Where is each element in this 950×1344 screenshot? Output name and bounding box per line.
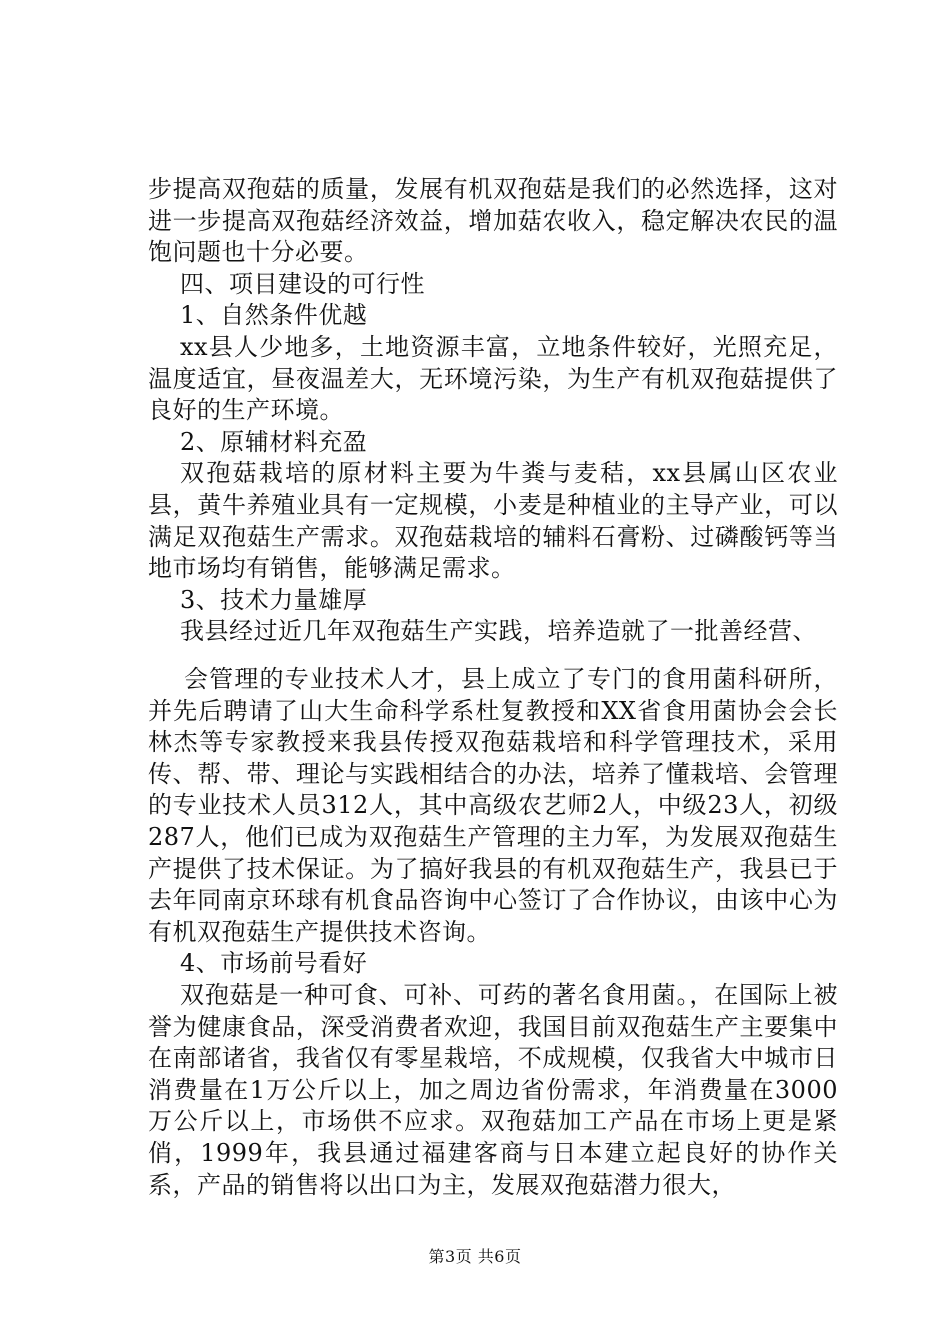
paragraph-technical-strength-cont: 会管理的专业技术人才，县上成立了专门的食用菌科研所，并先后聘请了山大生命科学系杜复教授和XX省食用菌协会会长林杰等专家教授来我县传授双孢菇栽培和科学管理技术，采用传、帮、带、理论与实践相结合的办法，培养了懂栽培、会管理的专业技术人员312人，其中高级农艺师2人，中级23人，初级287人，他们已成为双孢菇生产管理的主力军，为发展双孢菇生产提供了技术保证。为了搞好我县的有机双孢菇生产，我县已于去年同南京环球有机食品咨询中心签订了合作协议，由该中心为有机双孢菇生产提供技术咨询。	[148, 665, 838, 946]
text-block-top	[148, 174, 838, 648]
paragraph-natural-conditions: xx县人少地多，土地资源丰富，立地条件较好，光照充足，温度适宜，昼夜温差大，无环境污染，为生产有机双孢菇提供了良好的生产环境。	[148, 332, 838, 425]
text-block-bottom	[148, 664, 838, 1201]
subheading-raw-materials: 2、原辅材料充盈	[180, 427, 368, 456]
paragraph-market-outlook: 双孢菇是一种可食、可补、可药的著名食用菌。，在国际上被誉为健康食品，深受消费者欢迎，我国目前双孢菇生产主要集中在南部诸省，我省仅有零星栽培，不成规模，仅我省大中城市日消费量在1万公斤以上，加之周边省份需求，年消费量在3000万公斤以上，市场供不应求。双孢菇加工产品在市场上更是紧俏，1999年，我县通过福建客商与日本建立起良好的协作关系，产品的销售将以出口为主，发展双孢菇潜力很大，	[148, 980, 838, 1199]
paragraph-continuation: 步提高双孢菇的质量，发展有机双孢菇是我们的必然选择，这对进一步提高双孢菇经济效益，增加菇农收入，稳定解决农民的温饱问题也十分必要。	[148, 175, 838, 267]
paragraph-raw-materials: 双孢菇栽培的原材料主要为牛粪与麦秸，xx县属山区农业县，黄牛养殖业具有一定规模，小麦是种植业的主导产业，可以满足双孢菇生产需求。双孢菇栽培的辅料石膏粉、过磷酸钙等当地市场均有销售，能够满足需求。	[148, 459, 838, 583]
subheading-natural-conditions: 1、自然条件优越	[180, 301, 368, 330]
page-number-footer: 第3页 共6页	[428, 1247, 522, 1266]
subheading-technical-strength: 3、技术力量雄厚	[180, 585, 368, 614]
paragraph-technical-strength-start: 我县经过近几年双孢菇生产实践，培养造就了一批善经营、	[180, 617, 817, 646]
section-heading-feasibility: 四、项目建设的可行性	[180, 269, 425, 298]
subheading-market-outlook: 4、市场前号看好	[180, 949, 368, 978]
